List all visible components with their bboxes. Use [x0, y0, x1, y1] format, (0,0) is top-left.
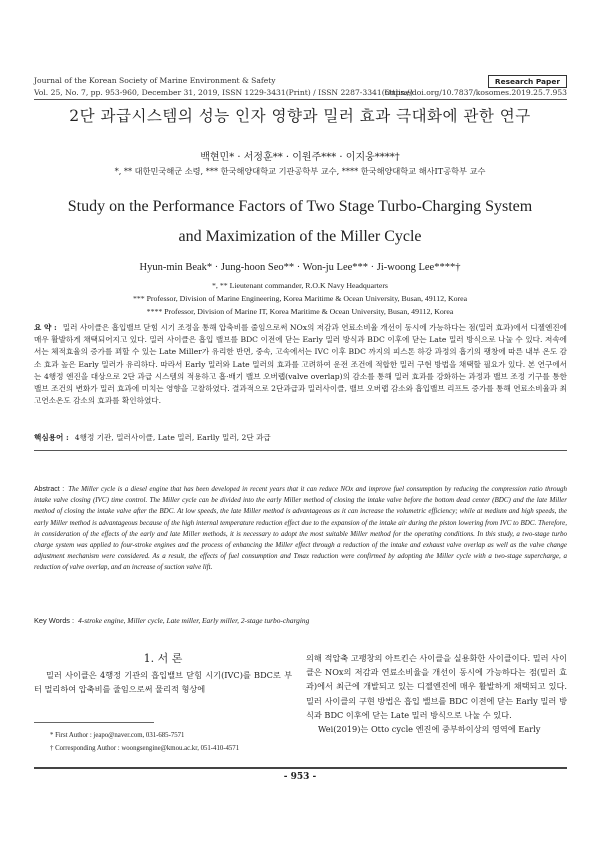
- footer-rule: [34, 767, 567, 769]
- english-authors: Hyun-min Beak* · Jung-hoon Seo** · Won-ju Lee*** · Ji-woong Lee****†: [139, 262, 461, 273]
- korean-keywords-text: 4행정 기관, 밀러사이클, Late 밀러, Earlly 밀러, 2단 과급: [74, 433, 271, 442]
- korean-title: 2단 과급시스템의 성능 인자 영향과 밀러 효과 극대화에 관한 연구: [69, 107, 531, 125]
- english-keywords: [34, 616, 309, 625]
- english-keywords-label: Key Words :: [34, 616, 75, 625]
- english-title-line2: and Maximization of the Miller Cycle: [178, 228, 422, 245]
- header-divider: [34, 99, 567, 100]
- intro-right-paragraph-2: Wei(2019)는 Otto cycle 엔진에 중부하이상의 영역에 Early: [318, 724, 541, 735]
- english-title: [0, 192, 600, 252]
- intro-right-column: [306, 651, 567, 736]
- english-abstract-text: The Miller cycle is a diesel engine that has been developed in recent years that it can reduce NOx and improve fuel consumption by reducing the compression ratio through intake valve closing (IVC) time control. The Miller cycle can be divided into the early Miller method of closing the intake valve before the bottom dead center (BDC) and the late Miller method of closing the intake valve after the BDC. At low speeds, the late Miller method is advantageous as it can increase the volumetric efficiency; while at medium and high speeds, the early Miller method is advantageous because of the high internal temperature reduction effect due to the expansion of the intake air during the piston lowering from IVC to BDC. Therefore, in consideration of the effects of the early and late Miller methods, it is necessary to adopt the most suitable Miller method for the operating conditions. In this study, a two-stage turbo charge system was applied to four-stroke engines and the process of enhancing the Miller effect through a reduction of the intake and exhaust valve overlap as well as the valve change adjustment mechanism were considered. As a result, the effects of fuel consumption and Tmax reduction were confirmed by adopting the Miller cycle with a two-stage supercharge, a reduction of valve overlap, and an increase of suction valve lift.: [34, 485, 567, 572]
- english-abstract: [34, 484, 567, 574]
- footnote-first-author: * First Author : jeapo@naver.com, 031-685-7571: [50, 732, 185, 739]
- journal-name: Journal of the Korean Society of Marine Environment & Safety: [34, 76, 276, 85]
- korean-keywords-label: 핵심용어 :: [34, 433, 69, 442]
- research-paper-badge: Research Paper: [488, 75, 567, 88]
- intro-left-column: 밀러 사이클은 4행정 기관의 흡입밸브 닫힘 시기(IVC)를 BDC로 부터 멀리하여 압축비를 줄임으로써 물리적 형상에: [34, 670, 292, 694]
- keywords-divider: [34, 450, 567, 451]
- footnote-divider: [34, 722, 154, 723]
- korean-keywords: [34, 432, 271, 443]
- korean-abstract-label: 요 약 :: [34, 323, 57, 332]
- doi-link[interactable]: https://doi.org/10.7837/kosomes.2019.25.7.953: [384, 88, 567, 97]
- english-keywords-text: 4-stroke engine, Miller cycle, Late miller, Early miller, 2-stage turbo-charging: [78, 616, 310, 625]
- korean-abstract-text: 밀러 사이클은 흡입밸브 닫힘 시기 조정을 통해 압축비를 줄임으로써 NOx의 저감과 연료소비율 개선이 동시에 가능하다는 점(밀러 효과)에서 디젤엔진에 매우 활발하게 채택되어지고 있다. 밀러 사이클은 흡입 밸브를 BDC 이전에 닫는 Early 밀러 방식과 BDC 이후에 닫는 Late 밀러 방식으로 나눌 수 있다. 저속에서는 체적효율의 증가를 꾀할 수 있는 Late Miller가 유리한 반면, 중속, 고속에서는 IVC 이후 BDC 까지의 피스톤 하강 과정의 흡기의 팽창에 따른 내부 온도 감소 효과 높은 Early 밀러가 유리하다. 따라서 Early 밀러와 Late 밀러의 효과를 고려하여 운전 조건에 적합한 밀러 구현 방법을 채택할 필요가 있다. 본 연구에서는 4행정 엔진을 대상으로 2단 과급 시스템의 적용하고 흡·배기 밸브 오버랩(valve overlap)의 감소를 통해 밀러 효과를 강화하는 과정과 밸브 조정 기구를 통한 밸브 조건의 변화가 밀러 효과에 미치는 영향을 고찰하였다. 결과적으로 2단과급과 밀러사이클, 밸브 오버랩 감소와 흡입밸브 리프트 증가를 통해 연료소비율과 최고연소온도 감소의 효과를 확인하였다.: [34, 323, 568, 406]
- section-heading-introduction: 1. 서 론: [143, 652, 183, 665]
- english-affiliation-1: *, ** Lieutenant commander, R.O.K Navy Headquarters: [212, 281, 388, 290]
- korean-authors: 백현민* · 서정훈** · 이원주*** · 이지웅****†: [200, 152, 400, 163]
- korean-affiliation: *, ** 대한민국해군 소령, *** 한국해양대학교 기관공학부 교수, **** 한국해양대학교 해사IT공학부 교수: [114, 166, 486, 176]
- english-abstract-label: Abstract :: [34, 486, 65, 493]
- page-number: - 953 -: [283, 772, 317, 782]
- english-title-line1: Study on the Performance Factors of Two Stage Turbo-Charging System: [67, 198, 533, 215]
- english-affiliation-3: **** Professor, Division of Marine IT, Korea Maritime & Ocean University, Busan, 49112, Korea: [146, 307, 454, 316]
- korean-abstract: [34, 322, 567, 407]
- footnote-corresponding-author: † Corresponding Author : woongsengine@kmou.ac.kr, 051-410-4571: [50, 745, 240, 752]
- volume-line: Vol. 25, No. 7, pp. 953-960, December 31, 2019, ISSN 1229-3431(Print) / ISSN 2287-3341(Online): [34, 88, 413, 97]
- intro-right-paragraph-1: 의해 적압축 고팽창의 아트킨슨 사이클을 실용화한 사이클이다. 밀러 사이클은 NOx의 저감과 연료소비율을 개선이 동시에 가능하다는 점(밀러 효과)에서 최근에 개발되고 있는 디젤엔진에 매우 활발하게 채택되고 있다. 밀러 사이클의 구현 방법은 흡입 밸브를 BDC 이전에 닫는 Early 밀러 방식과 BDC 이후에 닫는 Late 밀러 방식으로 나눌 수 있다.: [306, 653, 567, 720]
- english-affiliation-2: *** Professor, Division of Marine Engineering, Korea Maritime & Ocean University, Busan, 49112, Korea: [132, 294, 468, 303]
